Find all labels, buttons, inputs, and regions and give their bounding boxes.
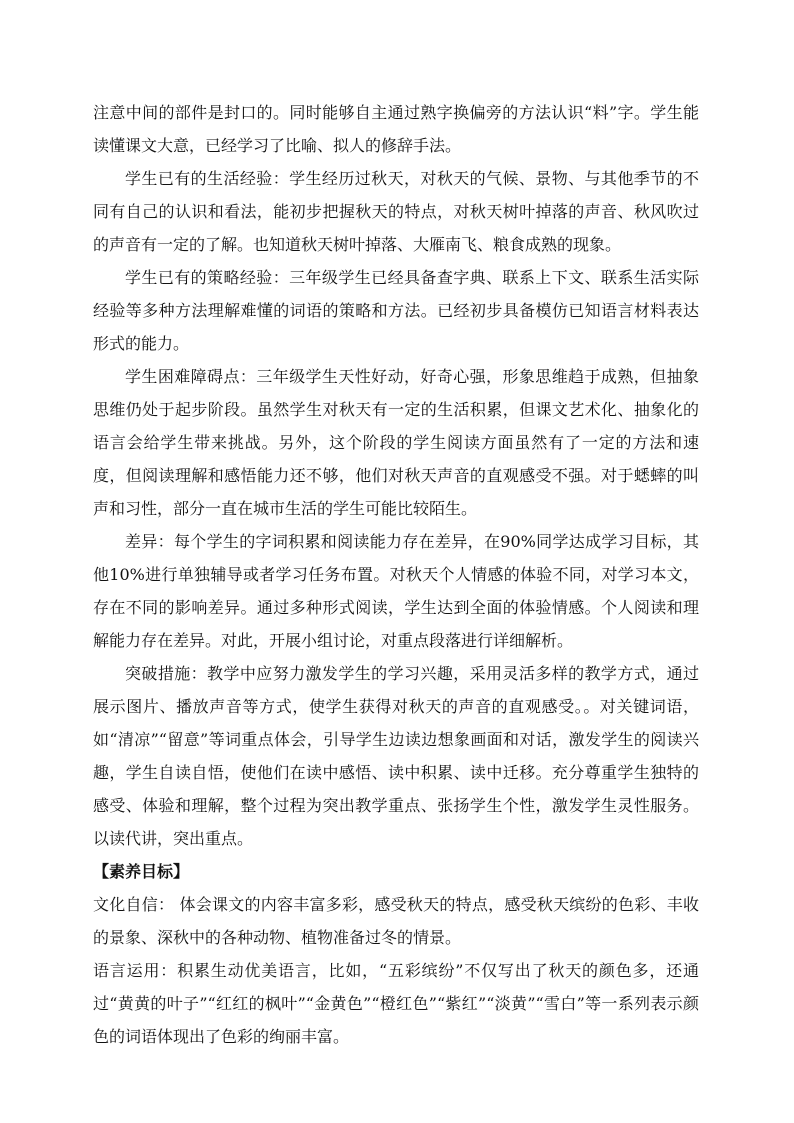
paragraph-life-experience: 学生已有的生活经验：学生经历过秋天，对秋天的气候、景物、与其他季节的不同有自己的认识和看法，能初步把握秋天的特点，对秋天树叶掉落的声音、秋风吹过的声音有一定的了解。也知道秋天树叶掉落、大雁南飞、粮食成熟的现象。 bbox=[93, 169, 699, 254]
paragraph-breakthrough-measures: 突破措施：教学中应努力激发学生的学习兴趣，采用灵活多样的教学方式，通过展示图片、播放声音等方式，使学生获得对秋天的声音的直观感受。。对关键词语，如“清凉”“留意”等词重点体会，引导学生边读边想象画面和对话，激发学生的阅读兴趣，学生自读自悟，使他们在读中感悟、读中积累、读中迁移。充分尊重学生独特的感受、体验和理解，整个过程为突出教学重点、张扬学生个性，激发学生灵性服务。以读代讲，突出重点。 bbox=[93, 664, 699, 848]
paragraph-continuation: 注意中间的部件是封口的。同时能够自主通过熟字换偏旁的方法认识“料”字。学生能读懂课文大意，已经学习了比喻、拟人的修辞手法。 bbox=[93, 103, 699, 155]
goal-cultural-confidence: 文化自信： 体会课文的内容丰富多彩，感受秋天的特点，感受秋天缤纷的色彩、丰收的景象、深秋中的各种动物、植物准备过冬的情景。 bbox=[93, 895, 699, 947]
document-body bbox=[93, 96, 699, 1053]
goal-language-use: 语言运用：积累生动优美语言，比如，“五彩缤纷”不仅写出了秋天的颜色多，还通过“黄黄的叶子”“红红的枫叶”“金黄色”“橙红色”“紫红”“淡黄”“雪白”等一系列表示颜色的词语体现出了色彩的绚丽丰富。 bbox=[93, 961, 699, 1046]
paragraph-differences: 差异：每个学生的字词积累和阅读能力存在差异，在90%同学达成学习目标，其他10%进行单独辅导或者学习任务布置。对秋天个人情感的体验不同，对学习本文，存在不同的影响差异。通过多种形式阅读，学生达到全面的体验情感。个人阅读和理解能力存在差异。对此，开展小组讨论，对重点段落进行详细解析。 bbox=[93, 532, 699, 650]
section-heading: 【素养目标】 bbox=[93, 862, 190, 881]
paragraph-difficulties: 学生困难障碍点：三年级学生天性好动，好奇心强，形象思维趋于成熟，但抽象思维仍处于起步阶段。虽然学生对秋天有一定的生活积累，但课文艺术化、抽象化的语言会给学生带来挑战。另外，这个阶段的学生阅读方面虽然有了一定的方法和速度，但阅读理解和感悟能力还不够，他们对秋天声音的直观感受不强。对于蟋蟀的叫声和习性，部分一直在城市生活的学生可能比较陌生。 bbox=[93, 367, 699, 518]
paragraph-strategy-experience: 学生已有的策略经验：三年级学生已经具备查字典、联系上下文、联系生活实际经验等多种方法理解难懂的词语的策略和方法。已经初步具备模仿已知语言材料表达形式的能力。 bbox=[93, 268, 699, 353]
